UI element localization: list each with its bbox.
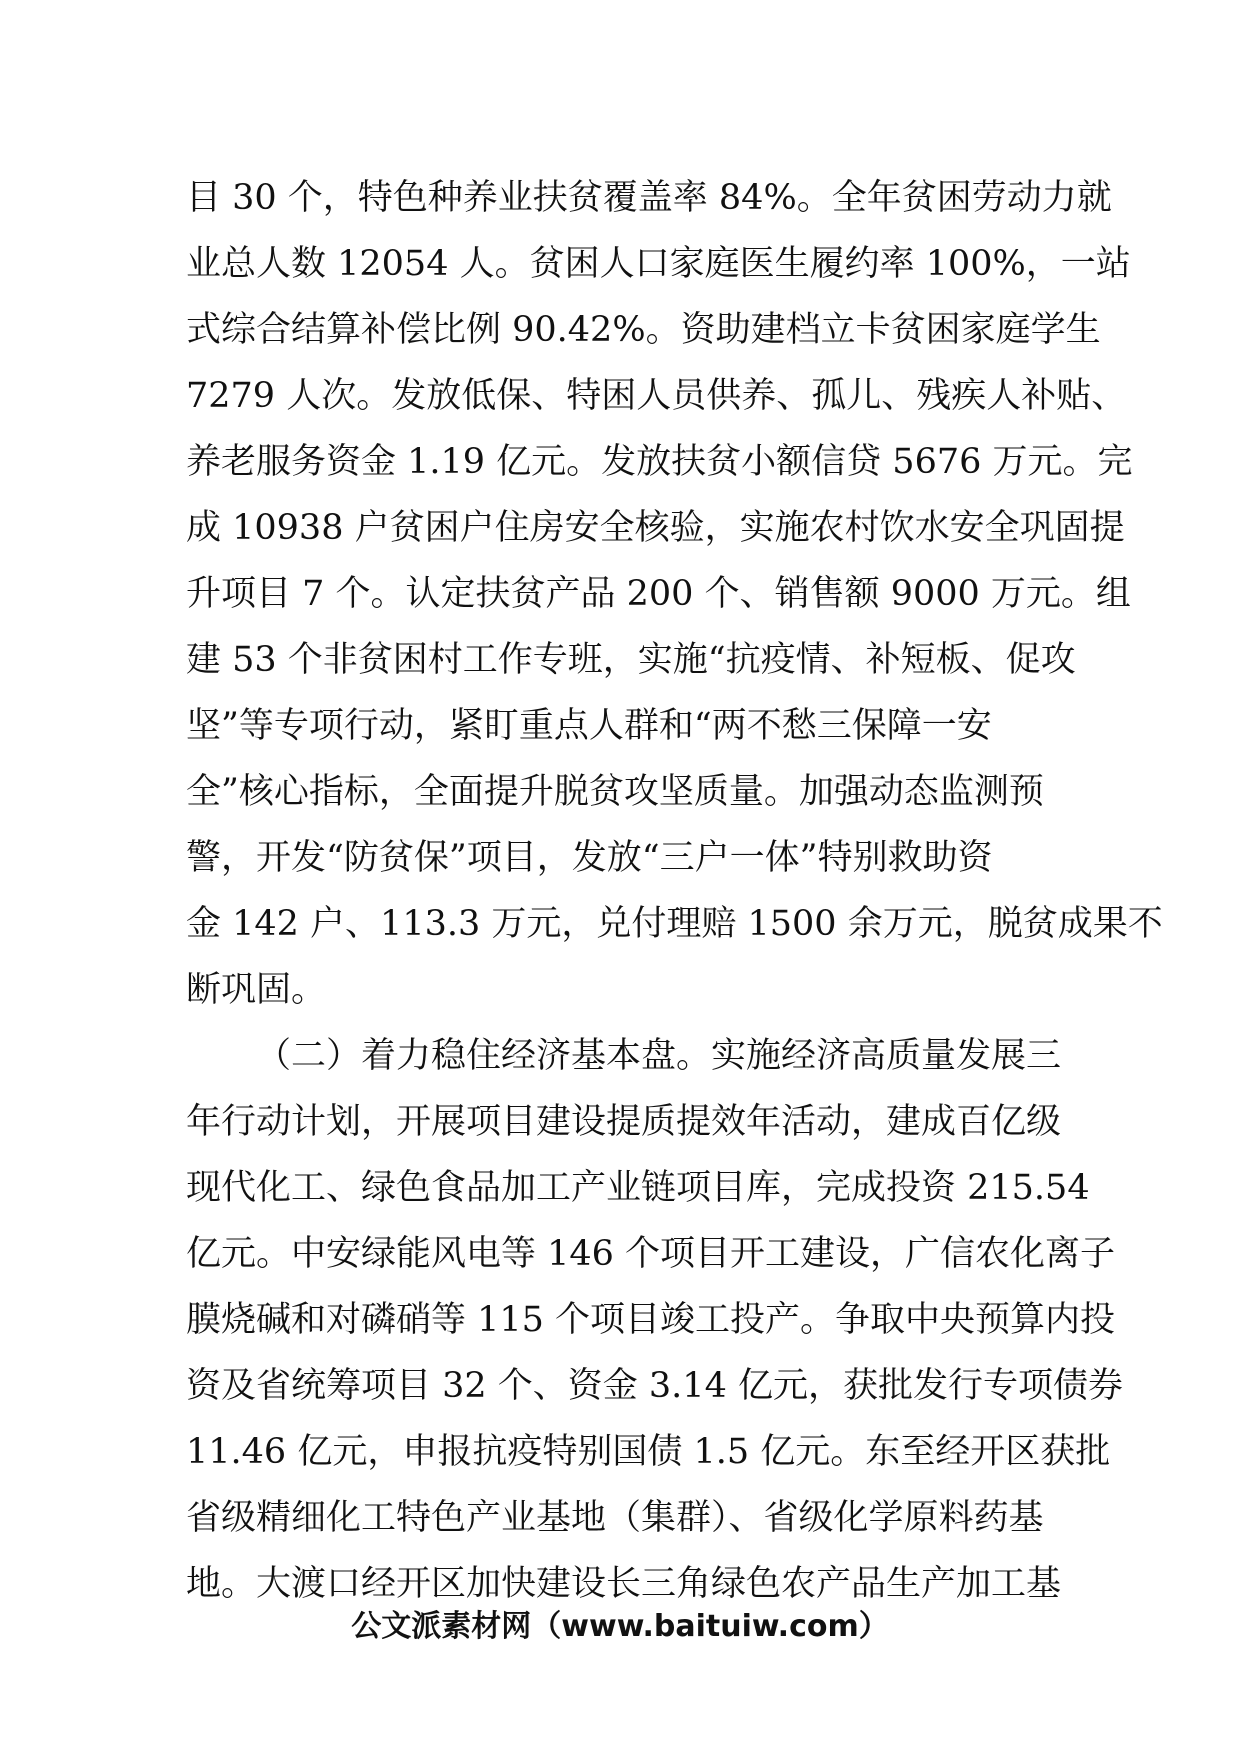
text-line: 式综合结算补偿比例 90.42%。资助建档立卡贫困家庭学生: [186, 310, 1101, 350]
text-line: 资及省统筹项目 32 个、资金 3.14 亿元，获批发行专项债券: [186, 1366, 1123, 1406]
text-line: 年行动计划，开展项目建设提质提效年活动，建成百亿级: [186, 1102, 1062, 1142]
text-line: 目 30 个，特色种养业扶贫覆盖率 84%。全年贫困劳动力就: [186, 178, 1112, 218]
text-line: 膜烧碱和对磷硝等 115 个项目竣工投产。争取中央预算内投: [186, 1300, 1116, 1340]
text-line: 全”核心指标，全面提升脱贫攻坚质量。加强动态监测预: [186, 772, 1044, 812]
body-text: [186, 165, 1163, 1617]
text-line: 养老服务资金 1.19 亿元。发放扶贫小额信贷 5676 万元。完: [186, 442, 1133, 482]
text-line: 警，开发“防贫保”项目，发放“三户一体”特别救助资: [186, 838, 993, 878]
text-line: 省级精细化工特色产业基地（集群）、省级化学原料药基: [186, 1498, 1044, 1538]
footer-watermark: 公文派素材网（www.baituiw.com）: [351, 1609, 889, 1644]
text-line: 金 142 户、113.3 万元，兑付理赔 1500 余万元，脱贫成果不: [186, 904, 1163, 944]
text-line: 7279 人次。发放低保、特困人员供养、孤儿、残疾人补贴、: [186, 376, 1127, 416]
text-line: 坚”等专项行动，紧盯重点人群和“两不愁三保障一安: [186, 706, 992, 746]
text-line: 成 10938 户贫困户住房安全核验，实施农村饮水安全巩固提: [186, 508, 1125, 548]
text-line: 现代化工、绿色食品加工产业链项目库，完成投资 215.54: [186, 1168, 1090, 1208]
text-line: 地。大渡口经开区加快建设长三角绿色农产品生产加工基: [186, 1564, 1062, 1604]
section-heading-line: （二）着力稳住经济基本盘。实施经济高质量发展三: [256, 1036, 1062, 1076]
text-line: 断巩固。: [186, 970, 327, 1010]
text-line: 亿元。中安绿能风电等 146 个项目开工建设，广信农化离子: [186, 1234, 1116, 1274]
text-line: 升项目 7 个。认定扶贫产品 200 个、销售额 9000 万元。组: [186, 574, 1131, 614]
text-line: 11.46 亿元，申报抗疫特别国债 1.5 亿元。东至经开区获批: [186, 1432, 1111, 1472]
text-line: 建 53 个非贫困村工作专班，实施“抗疫情、补短板、促攻: [186, 640, 1076, 680]
text-line: 业总人数 12054 人。贫困人口家庭医生履约率 100%，一站: [186, 244, 1131, 284]
